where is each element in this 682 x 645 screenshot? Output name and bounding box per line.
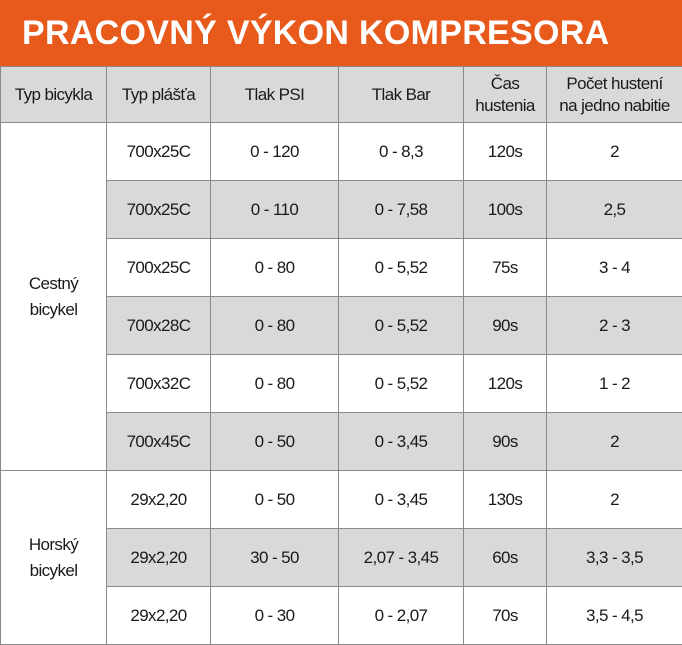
tire-type-cell: 700x25C xyxy=(107,181,211,239)
tire-type-cell: 700x32C xyxy=(107,355,211,413)
header-pressure-bar: Tlak Bar xyxy=(339,67,464,123)
header-inflations-line1: Počet hustení xyxy=(566,73,663,93)
pressure-bar-cell: 2,07 - 3,45 xyxy=(339,529,464,587)
header-row xyxy=(1,67,682,123)
tire-type-cell: 29x2,20 xyxy=(107,529,211,587)
inflations-per-charge-cell: 2 xyxy=(547,123,682,181)
inflation-time-cell: 90s xyxy=(464,413,547,471)
page-title: PRACOVNÝ VÝKON KOMPRESORA xyxy=(22,13,610,52)
inflations-per-charge-cell: 3 - 4 xyxy=(547,239,682,297)
pressure-psi-cell: 0 - 110 xyxy=(211,181,339,239)
header-inflation-time-line1: Čas xyxy=(490,73,520,93)
header-pressure-psi: Tlak PSI xyxy=(211,67,339,123)
tire-type-cell: 29x2,20 xyxy=(107,471,211,529)
header-tire-type: Typ plášťa xyxy=(107,67,211,123)
pressure-psi-cell: 0 - 30 xyxy=(211,587,339,645)
table-row xyxy=(1,471,682,529)
inflation-time-cell: 120s xyxy=(464,355,547,413)
pressure-psi-cell: 30 - 50 xyxy=(211,529,339,587)
inflations-per-charge-cell: 2 - 3 xyxy=(547,297,682,355)
inflation-time-cell: 75s xyxy=(464,239,547,297)
pressure-psi-cell: 0 - 80 xyxy=(211,355,339,413)
table-row xyxy=(1,123,682,181)
bike-type-line1: Cestný xyxy=(28,273,79,293)
inflation-time-cell: 130s xyxy=(464,471,547,529)
inflations-per-charge-cell: 3,5 - 4,5 xyxy=(547,587,682,645)
pressure-bar-cell: 0 - 8,3 xyxy=(339,123,464,181)
title-banner xyxy=(0,0,682,66)
pressure-psi-cell: 0 - 80 xyxy=(211,297,339,355)
pressure-bar-cell: 0 - 5,52 xyxy=(339,297,464,355)
bike-type-line2: bicykel xyxy=(29,299,78,319)
table-body xyxy=(1,123,682,645)
header-inflation-time-line2: hustenia xyxy=(475,95,535,115)
pressure-psi-cell: 0 - 50 xyxy=(211,471,339,529)
pressure-bar-cell: 0 - 5,52 xyxy=(339,239,464,297)
inflations-per-charge-cell: 2,5 xyxy=(547,181,682,239)
inflation-time-cell: 60s xyxy=(464,529,547,587)
tire-type-cell: 29x2,20 xyxy=(107,587,211,645)
inflations-per-charge-cell: 2 xyxy=(547,413,682,471)
pressure-bar-cell: 0 - 5,52 xyxy=(339,355,464,413)
header-bike-type: Typ bicykla xyxy=(1,67,107,123)
bike-type-line2: bicykel xyxy=(29,560,78,580)
header-inflations-per-charge xyxy=(547,67,682,123)
tire-type-cell: 700x25C xyxy=(107,239,211,297)
inflation-time-cell: 90s xyxy=(464,297,547,355)
tire-type-cell: 700x45C xyxy=(107,413,211,471)
tire-type-cell: 700x25C xyxy=(107,123,211,181)
pressure-bar-cell: 0 - 3,45 xyxy=(339,471,464,529)
inflation-time-cell: 120s xyxy=(464,123,547,181)
bike-type-cell xyxy=(1,471,107,645)
inflation-time-cell: 100s xyxy=(464,181,547,239)
pressure-bar-cell: 0 - 2,07 xyxy=(339,587,464,645)
inflations-per-charge-cell: 2 xyxy=(547,471,682,529)
tire-type-cell: 700x28C xyxy=(107,297,211,355)
inflations-per-charge-cell: 3,3 - 3,5 xyxy=(547,529,682,587)
pressure-psi-cell: 0 - 80 xyxy=(211,239,339,297)
pressure-psi-cell: 0 - 50 xyxy=(211,413,339,471)
pressure-bar-cell: 0 - 3,45 xyxy=(339,413,464,471)
pressure-psi-cell: 0 - 120 xyxy=(211,123,339,181)
bike-type-line1: Horský xyxy=(28,534,79,554)
compressor-performance-table xyxy=(0,66,682,645)
bike-type-cell xyxy=(1,123,107,471)
header-inflation-time xyxy=(464,67,547,123)
header-inflations-line2: na jedno nabitie xyxy=(559,95,670,115)
pressure-bar-cell: 0 - 7,58 xyxy=(339,181,464,239)
inflation-time-cell: 70s xyxy=(464,587,547,645)
inflations-per-charge-cell: 1 - 2 xyxy=(547,355,682,413)
